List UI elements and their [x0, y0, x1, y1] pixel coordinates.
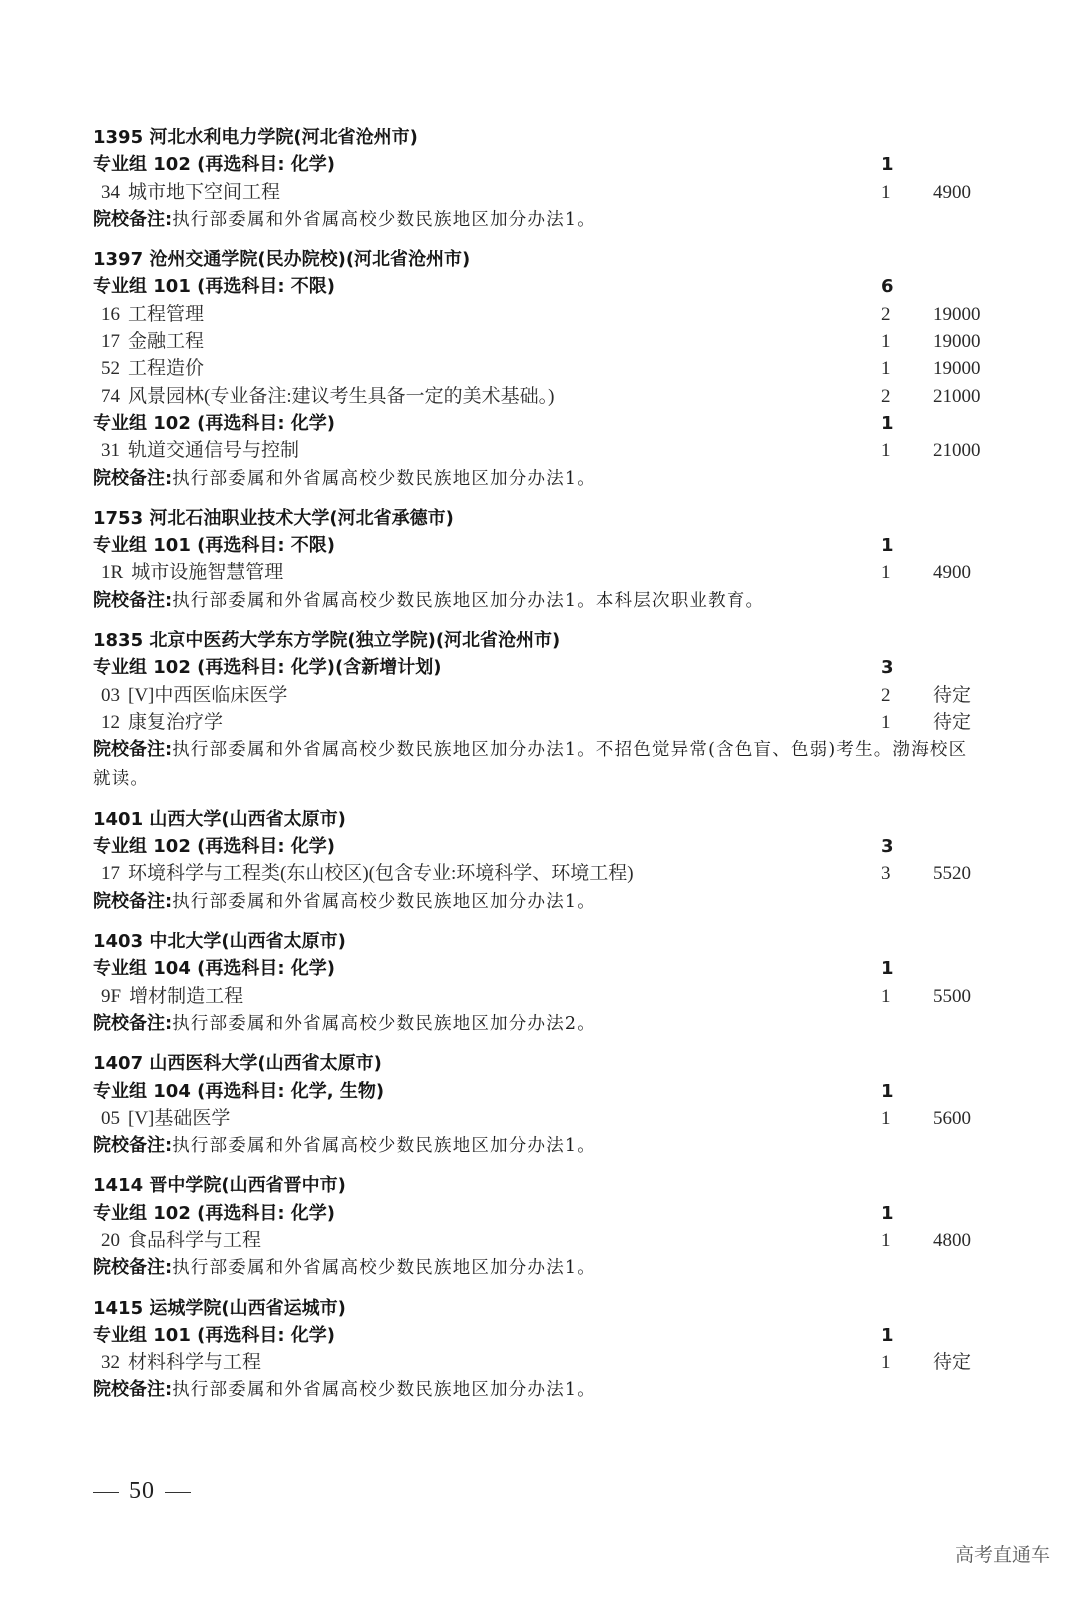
major-count: 3	[881, 863, 891, 885]
major-row	[93, 559, 1013, 586]
school-title: 1753 河北石油职业技术大学(河北省承德市)	[93, 507, 454, 529]
school-title: 1401 山西大学(山西省太原市)	[93, 808, 346, 830]
group-count: 1	[881, 412, 894, 434]
school-remark	[93, 1010, 1013, 1037]
dash-decoration	[93, 1492, 119, 1494]
major-count: 1	[881, 1229, 891, 1251]
group-title: 专业组 102 (再选科目: 化学)(含新增计划)	[93, 657, 442, 679]
major-code: 32	[101, 1352, 120, 1374]
school-title: 1395 河北水利电力学院(河北省沧州市)	[93, 127, 418, 148]
major-row	[93, 1105, 1013, 1132]
major-name: 材料科学与工程	[128, 1352, 262, 1374]
major-group	[93, 273, 1013, 300]
major-name: 康复治疗学	[128, 711, 224, 733]
remark-label: 院校备注:	[93, 589, 173, 611]
remark-label: 院校备注:	[93, 739, 173, 761]
major-count: 1	[881, 1107, 891, 1129]
major-code: 9F	[101, 985, 122, 1007]
group-count: 6	[881, 276, 894, 298]
major-code: 1R	[101, 562, 124, 584]
major-fee: 19000	[933, 331, 981, 353]
major-fee: 5600	[933, 1107, 971, 1129]
major-count: 1	[881, 985, 891, 1007]
remark-label: 院校备注:	[93, 1379, 173, 1401]
school-entry	[93, 124, 1013, 233]
remark-text: 执行部委属和外省属高校少数民族地区加分办法1。	[172, 1258, 596, 1279]
school-remark	[93, 1254, 1013, 1281]
school-entry	[93, 505, 1013, 614]
major-code: 74	[101, 385, 120, 407]
major-fee: 5500	[933, 985, 971, 1007]
major-code: 52	[101, 358, 120, 380]
group-title: 专业组 102 (再选科目: 化学)	[93, 412, 336, 434]
group-title: 专业组 101 (再选科目: 不限)	[93, 535, 336, 557]
major-group	[93, 654, 1013, 681]
group-title: 专业组 102 (再选科目: 化学)	[93, 836, 336, 858]
school-remark	[93, 465, 1013, 492]
school-remark	[93, 206, 1013, 233]
major-count: 1	[881, 358, 891, 380]
major-name: 金融工程	[128, 331, 205, 353]
remark-label: 院校备注:	[93, 1012, 173, 1034]
major-name: 工程管理	[128, 303, 205, 325]
major-fee: 待定	[933, 1352, 972, 1374]
group-count: 1	[881, 535, 894, 557]
major-count: 1	[881, 440, 891, 462]
major-name: 城市设施智慧管理	[131, 562, 284, 584]
remark-label: 院校备注:	[93, 208, 173, 230]
page-number-value: 50	[129, 1478, 155, 1504]
major-count: 1	[881, 562, 891, 584]
remark-label: 院校备注:	[93, 467, 173, 489]
major-code: 03	[101, 684, 120, 706]
major-name: 风景园林(专业备注:建议考生具备一定的美术基础。)	[128, 385, 555, 407]
major-row	[93, 328, 1013, 355]
major-count: 2	[881, 684, 891, 706]
major-fee: 19000	[933, 303, 981, 325]
major-group	[93, 532, 1013, 559]
major-row	[93, 709, 1013, 736]
school-title: 1835 北京中医药大学东方学院(独立学院)(河北省沧州市)	[93, 630, 561, 652]
school-entry	[93, 928, 1013, 1037]
major-code: 31	[101, 440, 120, 462]
major-code: 34	[101, 181, 120, 203]
major-row	[93, 437, 1013, 464]
major-count: 2	[881, 303, 891, 325]
major-name: 轨道交通信号与控制	[128, 440, 300, 462]
remark-text: 执行部委属和外省属高校少数民族地区加分办法1。	[172, 891, 596, 912]
major-row	[93, 301, 1013, 328]
major-row	[93, 179, 1013, 206]
school-title: 1414 晋中学院(山西省晋中市)	[93, 1175, 346, 1197]
major-group	[93, 1078, 1013, 1105]
group-title: 专业组 101 (再选科目: 化学)	[93, 1324, 336, 1346]
watermark: 高考直通车	[954, 1544, 1050, 1566]
major-name: 城市地下空间工程	[128, 181, 281, 203]
group-count: 1	[881, 154, 894, 176]
school-entry	[93, 627, 1013, 793]
major-count: 2	[881, 385, 891, 407]
remark-text: 执行部委属和外省属高校少数民族地区加分办法1。	[172, 1380, 596, 1401]
school-title: 1407 山西医科大学(山西省太原市)	[93, 1053, 382, 1075]
major-row	[93, 682, 1013, 709]
major-fee: 21000	[933, 440, 981, 462]
document-page	[93, 124, 1013, 1417]
school-remark	[93, 1376, 1013, 1403]
group-title: 专业组 102 (再选科目: 化学)	[93, 1202, 336, 1224]
major-row	[93, 860, 1013, 887]
major-count: 1	[881, 331, 891, 353]
school-remark	[93, 888, 1013, 915]
remark-text: 执行部委属和外省属高校少数民族地区加分办法1。	[172, 209, 596, 230]
major-fee: 4900	[933, 562, 971, 584]
school-entry	[93, 1295, 1013, 1404]
major-name: [V]中西医临床医学	[128, 684, 288, 706]
school-title: 1397 沧州交通学院(民办院校)(河北省沧州市)	[93, 249, 471, 271]
major-group	[93, 1322, 1013, 1349]
major-group	[93, 1200, 1013, 1227]
school-entry	[93, 246, 1013, 492]
major-code: 20	[101, 1229, 120, 1251]
remark-label: 院校备注:	[93, 1257, 173, 1279]
major-name: 增材制造工程	[129, 985, 244, 1007]
major-group	[93, 833, 1013, 860]
major-row	[93, 383, 1013, 410]
major-row	[93, 983, 1013, 1010]
major-count: 1	[881, 1352, 891, 1374]
page-number	[93, 1478, 201, 1505]
remark-text: 执行部委属和外省属高校少数民族地区加分办法2。	[172, 1013, 596, 1034]
remark-text: 执行部委属和外省属高校少数民族地区加分办法1。不招色觉异常(含色盲、色弱)考生。渤海校区就读。	[93, 740, 968, 789]
major-group	[93, 955, 1013, 982]
remark-label: 院校备注:	[93, 890, 173, 912]
major-code: 17	[101, 331, 120, 353]
major-row	[93, 1349, 1013, 1376]
school-title: 1403 中北大学(山西省太原市)	[93, 931, 346, 953]
remark-text: 执行部委属和外省属高校少数民族地区加分办法1。	[172, 468, 596, 489]
group-title: 专业组 102 (再选科目: 化学)	[93, 154, 336, 176]
school-title: 1415 运城学院(山西省运城市)	[93, 1297, 346, 1319]
major-code: 05	[101, 1107, 120, 1129]
major-code: 16	[101, 303, 120, 325]
major-row	[93, 1227, 1013, 1254]
school-entry	[93, 1050, 1013, 1159]
major-fee: 21000	[933, 385, 981, 407]
major-name: 食品科学与工程	[128, 1229, 262, 1251]
major-name: [V]基础医学	[128, 1107, 231, 1129]
major-count: 1	[881, 181, 891, 203]
group-count: 1	[881, 958, 894, 980]
major-fee: 19000	[933, 358, 981, 380]
major-code: 12	[101, 711, 120, 733]
dash-decoration	[165, 1492, 191, 1494]
group-title: 专业组 104 (再选科目: 化学, 生物)	[93, 1080, 385, 1102]
school-remark	[93, 587, 1013, 614]
major-name: 工程造价	[128, 358, 205, 380]
school-entry	[93, 806, 1013, 915]
major-fee: 4800	[933, 1229, 971, 1251]
remark-text: 执行部委属和外省属高校少数民族地区加分办法1。	[172, 1136, 596, 1157]
major-fee: 待定	[933, 684, 972, 706]
group-count: 1	[881, 1202, 894, 1224]
school-remark	[93, 736, 973, 793]
major-group	[93, 410, 1013, 437]
group-count: 3	[881, 657, 894, 679]
major-group	[93, 151, 1013, 178]
remark-label: 院校备注:	[93, 1135, 173, 1157]
group-count: 3	[881, 836, 894, 858]
remark-text: 执行部委属和外省属高校少数民族地区加分办法1。本科层次职业教育。	[172, 590, 765, 611]
group-count: 1	[881, 1080, 894, 1102]
group-count: 1	[881, 1324, 894, 1346]
major-fee: 5520	[933, 863, 971, 885]
major-name: 环境科学与工程类(东山校区)(包含专业:环境科学、环境工程)	[128, 863, 634, 885]
major-row	[93, 355, 1013, 382]
major-count: 1	[881, 711, 891, 733]
group-title: 专业组 101 (再选科目: 不限)	[93, 276, 336, 298]
major-fee: 4900	[933, 181, 971, 203]
school-remark	[93, 1132, 1013, 1159]
major-fee: 待定	[933, 711, 972, 733]
major-code: 17	[101, 863, 120, 885]
school-entry	[93, 1172, 1013, 1281]
group-title: 专业组 104 (再选科目: 化学)	[93, 958, 336, 980]
